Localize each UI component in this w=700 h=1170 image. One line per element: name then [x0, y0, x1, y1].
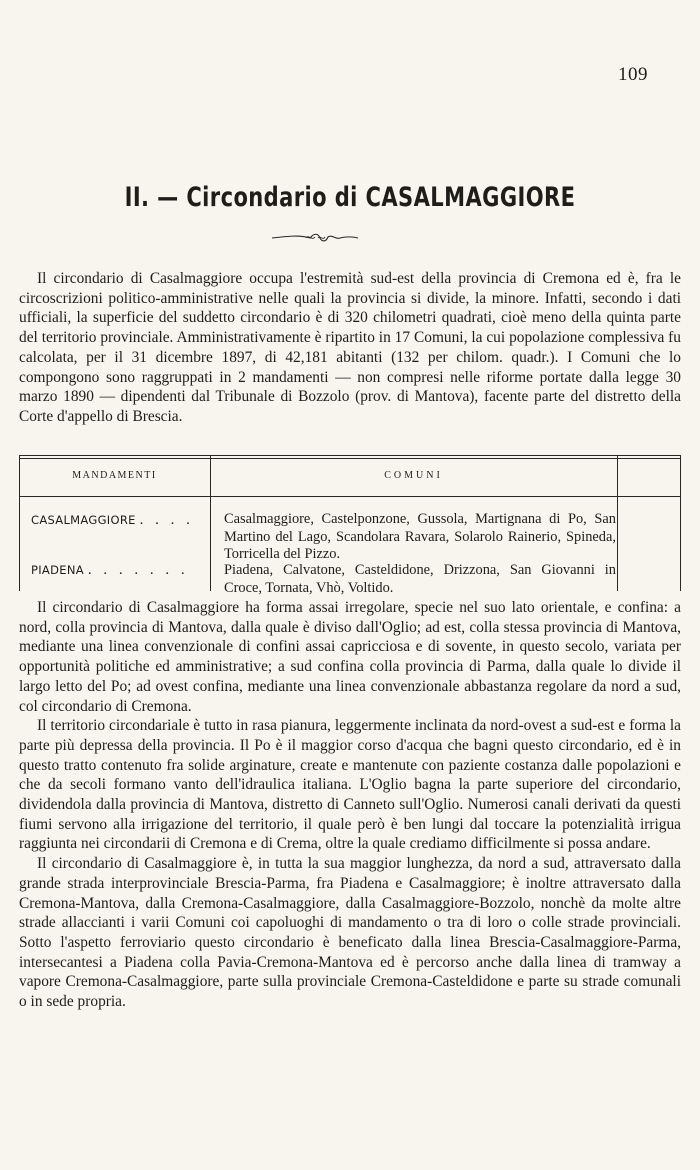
page-number: 109 — [618, 64, 648, 85]
chapter-title: II. — Circondario di CASALMAGGIORE — [124, 182, 576, 213]
table-right-border — [680, 455, 681, 591]
ornament-divider-icon — [270, 230, 360, 246]
body-section — [19, 598, 681, 1012]
table-row-mandamento — [31, 562, 189, 579]
table-top-rule — [19, 455, 681, 456]
leader-dots: . . . . — [139, 512, 194, 528]
table-row-comuni: Casalmaggiore, Castelponzone, Gussola, Martignana di Po, San Martino del Lago, Scandolara Ravara, Solarolo Rainerio, Spineda, Torricella del Pizzo. — [224, 511, 616, 562]
mandamento-name: CASALMAGGIORE — [31, 513, 136, 527]
mandamento-name: PIADENA — [31, 563, 84, 577]
leader-dots: . . . . . . . — [87, 562, 189, 578]
table-right-divider — [617, 455, 618, 591]
body-paragraph: Il territorio circondariale è tutto in rasa pianura, leggermente inclinata da nord-ovest a sud-est e forma la parte più depressa della provincia. Il Po è il maggior corso d'acqua che bagni questo circondario, ed è in questo tratto contenuto fra solide arginature, create e mantenute con paziente costanza dalle popolazioni e che da secoli formano vanto dell'idraulica italiana. L'Oglio bagna la parte superiore del circondario, dividendola dalla provincia di Mantova, distretto di Canneto sull'Oglio. Numerosi canali derivati da questi fiumi servono alla irrigazione del territorio, il quale però è ben lungi dal toccare la potenzialità irrigua raggiunta nei circondarii di Cremona e di Crema, oltre la quale crediamo difficilmente si possa andare. — [19, 717, 681, 853]
table-row-mandamento — [31, 512, 194, 529]
header-comuni: COMUNI — [384, 470, 443, 481]
body-paragraph: Il circondario di Casalmaggiore è, in tutta la sua maggior lunghezza, da nord a sud, attraversato dalla grande strada interprovinciale Brescia-Parma, fra Piadena e Casalmaggiore; è inoltre attraversato dalla Cremona-Mantova, dalla Cremona-Casalmaggiore, dalla Casalmaggiore-Bozzolo, nonchè da molte altre strade allaccianti i varii Comuni coi capoluoghi di mandamento o tra di loro o colle strade provinciali. Sotto l'aspetto ferroviario questo circondario è beneficato dalla linea Brescia-Casalmaggiore-Parma, intersecantesi a Piadena colla Pavia-Cremona-Mantova ed è percorso anche dalla linea di tramway a vapore Cremona-Casalmaggiore, parte sulla provinciale Cremona-Casteldidone e parte su strade comunali o in sede propria. — [19, 855, 681, 1011]
intro-section — [19, 269, 681, 427]
table-top-rule-inner — [19, 458, 681, 459]
header-mandamenti: MANDAMENTI — [72, 470, 157, 481]
body-paragraph: Il circondario di Casalmaggiore ha forma assai irregolare, specie nel suo lato orientale, e confina: a nord, colla provincia di Mantova, dalla quale è diviso dall'Oglio; ad est, colla stessa provincia di Mantova, mediante una linea convenzionale di confini assai capricciosa e di sovente, in questo secolo, variata per opportunità politiche ed amministrative; a sud confina colla provincia di Parma, dalla quale lo divide il largo letto del Po; ad ovest confina, mediante una linea convenzionale abbastanza regolare da nord a sud, col circondario di Cremona. — [19, 599, 681, 715]
table-row-comuni: Piadena, Calvatone, Casteldidone, Drizzona, San Giovanni in Croce, Tornata, Vhò, Voltido. — [224, 562, 616, 596]
intro-paragraph: Il circondario di Casalmaggiore occupa l'estremità sud-est della provincia di Cremona ed è, fra le circoscrizioni politico-amministrative nelle quali la provincia si divide, la minore. Infatti, secondo i dati ufficiali, la superficie del suddetto circondario è di 320 chilometri quadrati, cioè meno della quinta parte del territorio provinciale. Amministrativamente è ripartito in 17 Comuni, la cui popolazione complessiva fu calcolata, per il 31 dicembre 1897, di 42,181 abitanti (132 per chilom. quadr.). I Comuni che lo compongono sono raggruppati in 2 mandamenti — non compresi nelle riforme portate dalla legge 30 marzo 1890 — dipendenti dal Tribunale di Bozzolo (prov. di Mantova), facente parte del distretto della Corte d'appello di Brescia. — [19, 270, 681, 425]
mandamenti-table — [19, 455, 681, 596]
table-header-rule — [19, 496, 681, 497]
